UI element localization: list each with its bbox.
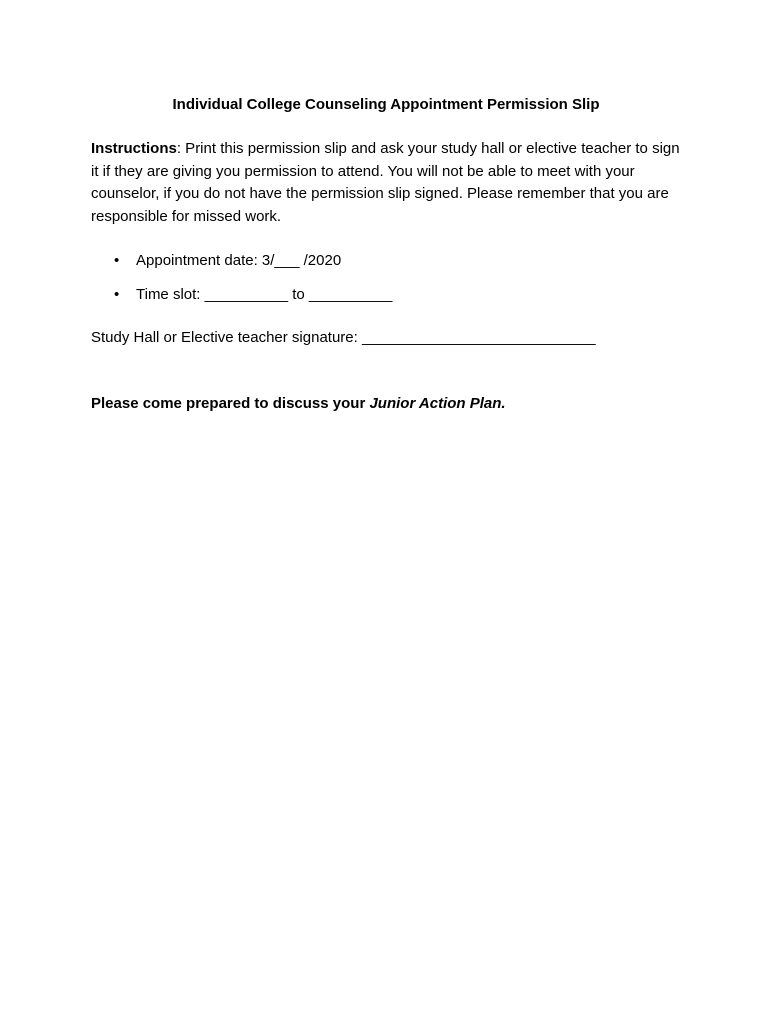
instructions-text: Print this permission slip and ask your study hall or elective teacher to sign it if they are giving you permission to attend. You will not be able to meet with your counselor, if you do not have the permission slip signed. Please remember that you are responsible for missed work. <box>91 140 680 225</box>
instructions-separator: : <box>176 140 182 157</box>
teacher-signature-line: Study Hall or Elective teacher signature: ____________________________ <box>91 329 596 346</box>
bullet-icon: • <box>114 286 120 303</box>
instructions-paragraph <box>91 138 681 228</box>
list-item-appointment-date <box>91 250 681 272</box>
list-item-time-slot <box>91 284 681 306</box>
time-slot-text: Time slot: __________ to __________ <box>136 286 393 303</box>
appointment-date-text: Appointment date: 3/___ /2020 <box>136 252 342 269</box>
closing-text: Please come prepared to discuss your <box>91 395 370 412</box>
instructions-label: Instructions <box>91 140 177 157</box>
bullet-icon: • <box>114 252 120 269</box>
document-title: Individual College Counseling Appointment Permission Slip <box>172 96 600 113</box>
closing-statement <box>91 393 681 415</box>
closing-emphasis: Junior Action Plan. <box>369 395 506 412</box>
document-body <box>91 94 681 415</box>
appointment-details-list <box>91 250 681 306</box>
